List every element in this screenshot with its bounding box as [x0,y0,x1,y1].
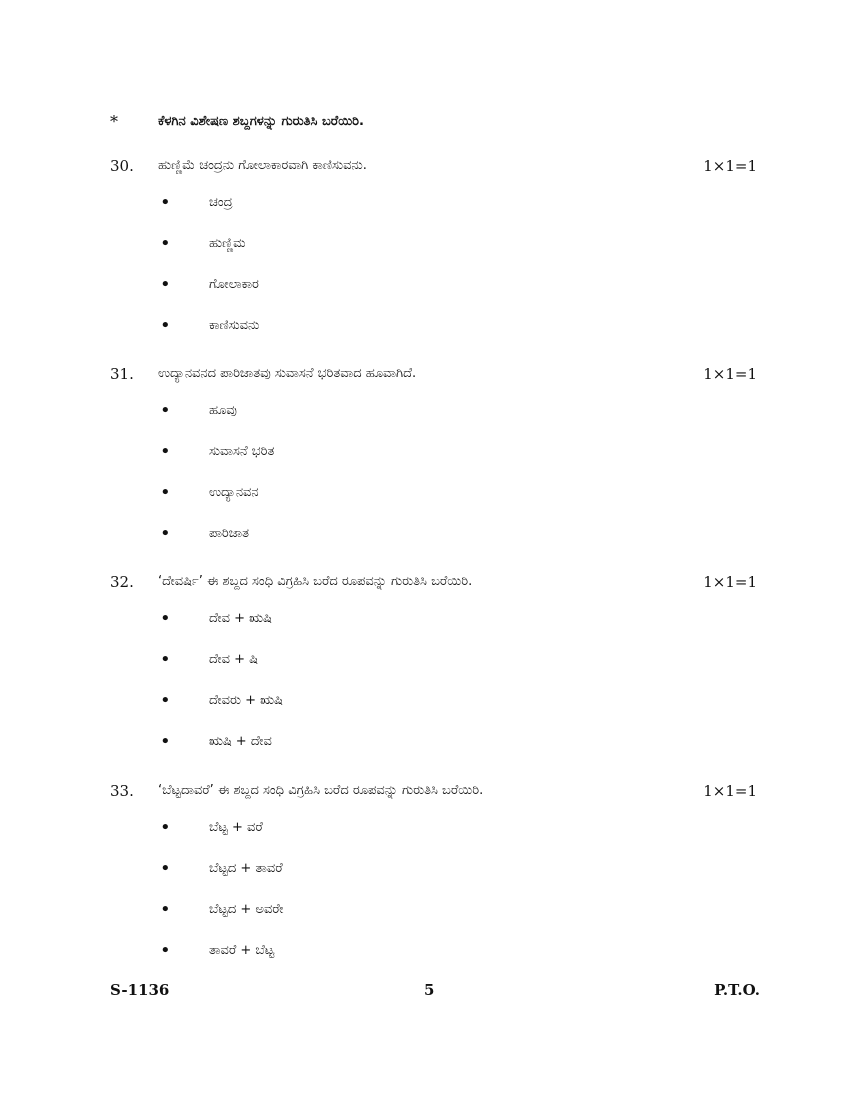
option-text: ಪಾರಿಜಾತ [209,526,250,541]
option-item [110,276,760,317]
bullet-icon: • [160,315,171,336]
option-text: ಚಂದ್ರ [209,195,233,210]
option-text: ತಾವರೆ + ಬೆಟ್ಟ [209,943,275,958]
option-item [110,443,760,484]
option-text: ಉದ್ಯಾನವನ [209,485,259,500]
question-number: 31. [110,365,134,383]
bullet-icon: • [160,690,171,711]
question-header [110,361,760,385]
option-text: ಬೆಟ್ಟ + ವರೆ [209,820,263,835]
option-text: ಕಾಣಿಸುವನು [209,318,260,333]
option-text: ಸುವಾಸನೆ ಭರಿತ [209,444,275,459]
option-text: ಋಷಿ + ದೇವ [209,734,272,749]
option-item [110,651,760,692]
page-footer [110,981,760,1003]
option-list [110,194,760,358]
bullet-icon: • [160,274,171,295]
question-text: ‘ಬೆಟ್ಟದಾವರೆ’ ಈ ಶಬ್ದದ ಸಂಧಿ ವಿಗ್ರಹಿಸಿ ಬರೆದ ರೂಪವನ್ನು ಗುರುತಿಸಿ ಬರೆಯಿರಿ. [158,783,484,798]
option-list [110,402,760,566]
question-31 [110,361,760,561]
bullet-icon: • [160,523,171,544]
option-item [110,194,760,235]
option-item [110,235,760,276]
option-item [110,317,760,358]
question-30 [110,153,760,353]
option-item [110,692,760,733]
question-header [110,153,760,177]
option-item [110,901,760,942]
option-item [110,819,760,860]
bullet-icon: • [160,858,171,879]
question-text: ಹುಣ್ಣಿಮೆ ಚಂದ್ರನು ಗೋಲಾಕಾರವಾಗಿ ಕಾಣಿಸುವನು. [158,158,367,173]
instruction-marker: * [110,112,118,131]
question-marks: 1×1=1 [703,782,757,800]
section-instruction [110,112,750,134]
option-text: ಹೂವು [209,403,237,418]
bullet-icon: • [160,899,171,920]
option-item [110,402,760,443]
bullet-icon: • [160,940,171,961]
please-turn-over: P.T.O. [714,981,760,999]
option-item [110,525,760,566]
option-item [110,860,760,901]
option-text: ದೇವರು + ಋಷಿ [209,693,283,708]
option-text: ಹುಣ್ಣಿಮ [209,236,246,251]
question-number: 30. [110,157,134,175]
option-list [110,819,760,983]
bullet-icon: • [160,817,171,838]
question-marks: 1×1=1 [703,365,757,383]
question-text: ‘ದೇವರ್ಷಿ’ ಈ ಶಬ್ದದ ಸಂಧಿ ವಿಗ್ರಹಿಸಿ ಬರೆದ ರೂಪವನ್ನು ಗುರುತಿಸಿ ಬರೆಯಿರಿ. [158,574,473,589]
question-number: 32. [110,573,134,591]
bullet-icon: • [160,192,171,213]
question-number: 33. [110,782,134,800]
bullet-icon: • [160,441,171,462]
question-marks: 1×1=1 [703,157,757,175]
bullet-icon: • [160,608,171,629]
bullet-icon: • [160,400,171,421]
option-text: ದೇವ + ಷಿ [209,652,259,667]
question-text: ಉದ್ಯಾನವನದ ಪಾರಿಜಾತವು ಸುವಾಸನೆ ಭರಿತವಾದ ಹೂವಾಗಿದೆ. [158,366,417,381]
question-header [110,778,760,802]
question-header [110,569,760,593]
instruction-text: ಕೆಳಗಿನ ವಿಶೇಷಣ ಶಬ್ದಗಳನ್ನು ಗುರುತಿಸಿ ಬರೆಯಿರಿ. [158,114,364,129]
question-33 [110,778,760,978]
option-text: ದೇವ + ಋಷಿ [209,611,272,626]
option-item [110,733,760,774]
option-text: ಬೆಟ್ಟದ + ತಾವರೆ [209,861,283,876]
question-32 [110,569,760,769]
option-item [110,942,760,983]
option-item [110,484,760,525]
bullet-icon: • [160,482,171,503]
question-marks: 1×1=1 [703,573,757,591]
bullet-icon: • [160,731,171,752]
paper-code: S-1136 [110,981,170,999]
bullet-icon: • [160,649,171,670]
option-item [110,610,760,651]
option-text: ಬೆಟ್ಟದ + ಅವರೇ [209,902,284,917]
option-list [110,610,760,774]
option-text: ಗೋಲಾಕಾರ [209,277,259,292]
page-number: 5 [424,981,435,999]
bullet-icon: • [160,233,171,254]
